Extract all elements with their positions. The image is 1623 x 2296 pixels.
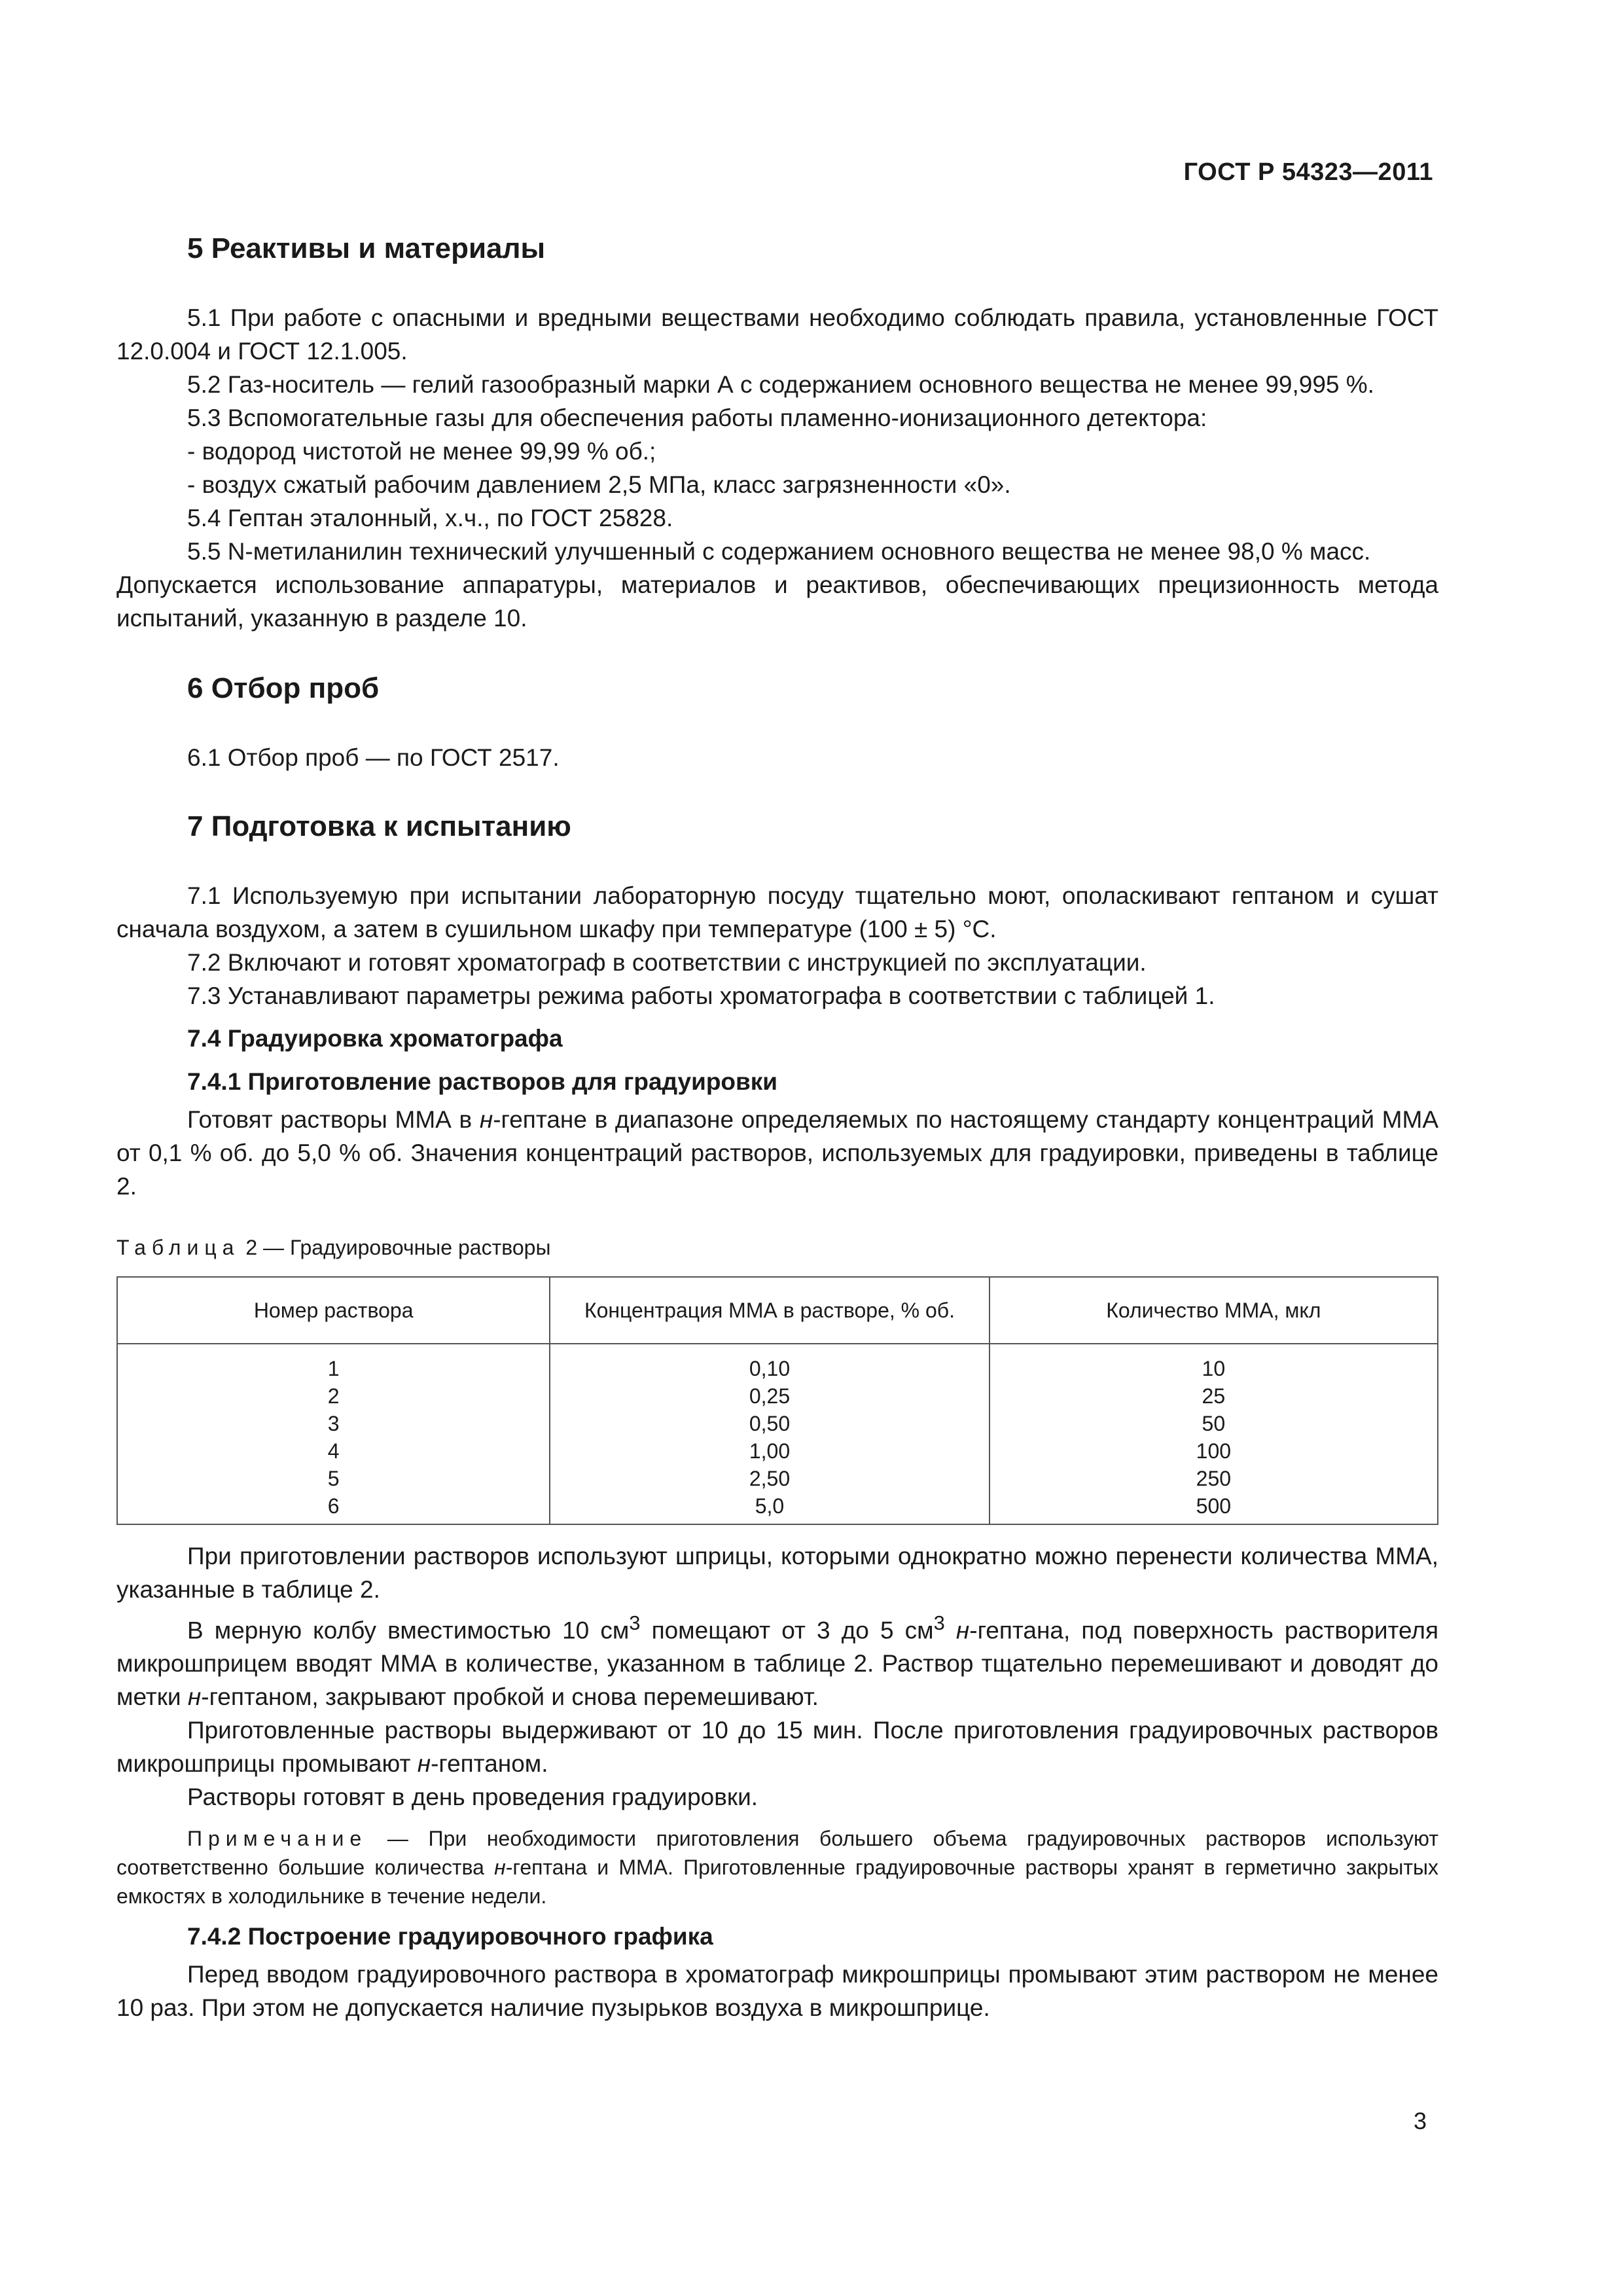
section-7-heading: 7 Подготовка к испытанию [187,810,571,842]
table-row [117,1344,1438,1382]
table-cell: 0,50 [550,1410,989,1437]
table-cell: 4 [117,1437,550,1465]
table-cell: 100 [990,1437,1438,1465]
paragraph-5-5: 5.5 N-метиланилин технический улучшенный с содержанием основного вещества не менее 98,0 % масс. [187,538,1371,565]
table-cell: 0,10 [550,1344,989,1382]
paragraph-7-3: 7.3 Устанавливают параметры режима работы хроматографа в соответствии с таблицей 1. [187,982,1215,1009]
table-cell: 25 [990,1382,1438,1410]
paragraph-7-4-2: Перед вводом градуировочного раствора в хроматограф микрошприцы промывают этим раствором не менее 10 раз. При этом не допускается наличие пузырьков воздуха в микрошприце. [116,1961,1438,2022]
table-cell: 6 [117,1492,550,1524]
table-cell: 2,50 [550,1465,989,1492]
section-6-heading: 6 Отбор проб [187,672,380,704]
page-number: 3 [1413,2108,1427,2134]
paragraph-5-1: 5.1 При работе с опасными и вредными веществами необходимо соблюдать правила, установленные ГОСТ 12.0.004 и ГОСТ 12.1.005. [116,304,1438,365]
table-cell: 2 [117,1382,550,1410]
paragraph-syringes: При приготовлении растворов используют шприцы, которыми однократно можно перенести количества ММА, указанные в таблице 2. [116,1543,1438,1603]
paragraph-7-4-1: Готовят растворы ММА в н-гептане в диапазоне определяемых по настоящему стандарту концентраций ММА от 0,1 % об. до 5,0 % об. Значения концентраций растворов, используемых для градуировки, приведены в таблице 2. [116,1106,1438,1200]
paragraph-7-1: 7.1 Используемую при испытании лабораторную посуду тщательно моют, ополаскивают гептаном и сушат сначала воздухом, а затем в сушильном шкафу при температуре (100 ± 5) °С. [116,882,1438,942]
table-row [117,1465,1438,1492]
table-cell: 5,0 [550,1492,989,1524]
paragraph-7-2: 7.2 Включают и готовят хроматограф в соответствии с инструкцией по эксплуатации. [187,949,1147,976]
table-cell: 5 [117,1465,550,1492]
subsection-7-4-2-heading: 7.4.2 Построение градуировочного графика [187,1923,713,1950]
paragraph-allowance: Допускается использование аппаратуры, материалов и реактивов, обеспечивающих прецизионность метода испытаний, указанную в разделе 10. [116,571,1438,632]
list-item-hydrogen: - водород чистотой не менее 99,99 % об.; [187,438,656,465]
section-5-heading: 5 Реактивы и материалы [187,232,546,264]
table-row [117,1382,1438,1410]
subsection-7-4-heading: 7.4 Градуировка хроматографа [187,1025,563,1052]
table-cell: 50 [990,1410,1438,1437]
table-cell: 3 [117,1410,550,1437]
note-block: Примечание — При необходимости приготовления большего объема градуировочных растворов используют соответственно большие количества н-гептана и ММА. Приготовленные градуировочные растворы хранят в герметично закрытых емкостях в холодильнике в течение недели. [116,1827,1438,1909]
paragraph-same-day: Растворы готовят в день проведения градуировки. [187,1784,758,1811]
post-table-text [116,1539,1438,1910]
table-cell: 250 [990,1465,1438,1492]
paragraph-holding-time: Приготовленные растворы выдерживают от 10 до 15 мин. После приготовления градуировочных растворов микрошприцы промывают н-гептаном. [116,1717,1438,1778]
table-row [117,1437,1438,1465]
table-header-quantity: Количество ММА, мкл [990,1277,1438,1344]
table-row [117,1410,1438,1437]
table-cell: 1 [117,1344,550,1382]
table-cell: 1,00 [550,1437,989,1465]
table-header-concentration: Концентрация ММА в растворе, % об. [550,1277,989,1344]
table-row [117,1492,1438,1524]
paragraph-flask: В мерную колбу вместимостью 10 $см^3$ помещают от 3 до 5 $см^3$ н-гептана, под поверхность растворителя микрошприцем вводят ММА в количестве, указанном в таблице 2. Раствор тщательно перемешивают и доводят до метки н-гептаном, закрывают пробкой и снова перемешивают. [116,1611,1439,1711]
paragraph-5-4: 5.4 Гептан эталонный, х.ч., по ГОСТ 25828. [187,505,673,531]
standard-code: ГОСТ Р 54323—2011 [1183,158,1433,186]
page-content [116,229,1438,2024]
subsection-7-4-1-heading: 7.4.1 Приготовление растворов для градуировки [187,1068,778,1095]
list-item-air: - воздух сжатый рабочим давлением 2,5 МПа, класс загрязненности «0». [187,471,1011,498]
table-cell: 0,25 [550,1382,989,1410]
table-cell: 10 [990,1344,1438,1382]
paragraph-6-1: 6.1 Отбор проб — по ГОСТ 2517. [187,744,560,771]
table-2-caption: Таблица 2 — Градуировочные растворы [116,1236,551,1259]
paragraph-5-3: 5.3 Вспомогательные газы для обеспечения работы пламенно-ионизационного детектора: [187,404,1207,431]
calibration-solutions-table [116,1276,1438,1525]
table-cell: 500 [990,1492,1438,1524]
paragraph-5-2: 5.2 Газ-носитель — гелий газообразный марки А с содержанием основного вещества не менее 99,995 %. [187,371,1374,398]
table-header-solution-number: Номер раствора [117,1277,550,1344]
